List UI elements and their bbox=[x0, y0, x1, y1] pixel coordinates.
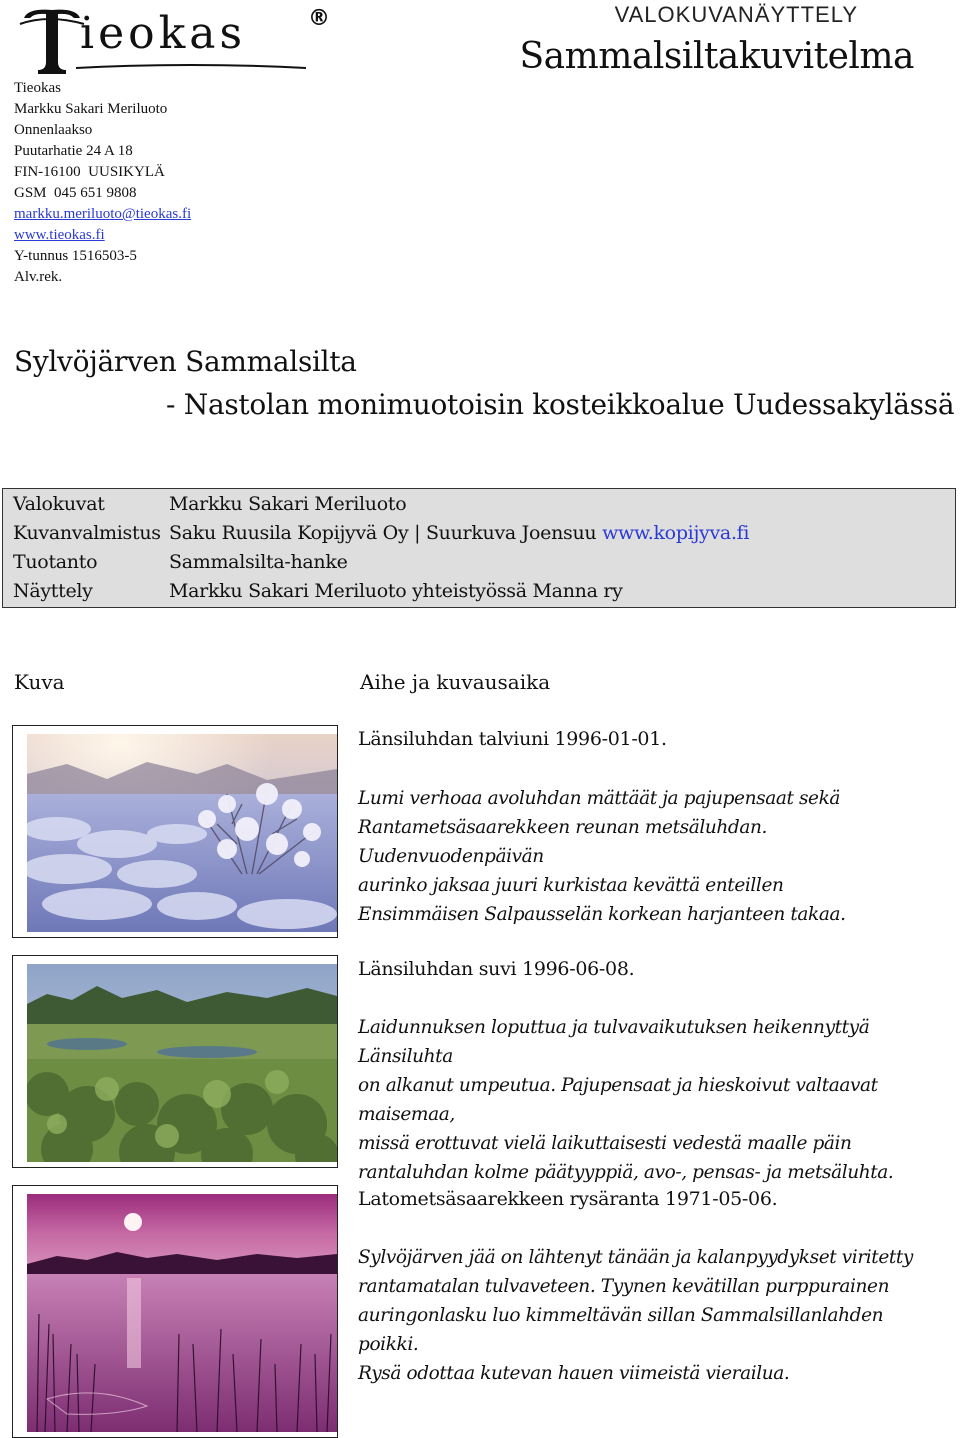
contact-address bbox=[14, 78, 191, 288]
description-line: Ensimmäisen Salpausselän korkean harjanteen takaa. bbox=[358, 904, 846, 925]
address-line: Tieokas bbox=[14, 80, 61, 96]
credit-value: Sammalsilta-hanke bbox=[169, 551, 348, 573]
photo-frame-sunset bbox=[12, 1185, 338, 1438]
description-line: Rysä odottaa kutevan hauen viimeistä vierailua. bbox=[358, 1363, 790, 1384]
photo-summer-wetland bbox=[27, 964, 337, 1162]
page-title: Sylvöjärven Sammalsilta bbox=[14, 345, 357, 378]
description-line: Lumi verhoaa avoluhdan mättäät ja pajupensaat sekä bbox=[358, 788, 841, 809]
credit-value-group bbox=[169, 522, 749, 544]
credit-key: Valokuvat bbox=[13, 493, 105, 515]
photo-frame-summer bbox=[12, 955, 338, 1168]
description-line: Laidunnuksen loputtua ja tulvavaikutuksen heikennyttyä Länsiluhta bbox=[358, 1017, 870, 1067]
credit-value: Markku Sakari Meriluoto yhteistyössä Manna ry bbox=[169, 580, 623, 602]
entry-title: Latometsäsaarekkeen rysäranta 1971-05-06. bbox=[358, 1188, 778, 1210]
description-line: Sylvöjärven jää on lähtenyt tänään ja kalanpyydykset viritetty bbox=[358, 1247, 913, 1268]
column-header-image: Kuva bbox=[14, 670, 65, 694]
email-link[interactable]: markku.meriluoto@tieokas.fi bbox=[14, 206, 192, 222]
logo-wordmark: ieokas bbox=[80, 8, 247, 59]
description-line: Rantametsäsaarekkeen reunan metsäluhdan. Uudenvuodenpäivän bbox=[358, 817, 767, 867]
exhibition-title: Sammalsiltakuvitelma bbox=[519, 36, 914, 77]
credit-value: Markku Sakari Meriluoto bbox=[169, 493, 407, 515]
description-line: aurinko jaksaa juuri kurkistaa kevättä enteillen bbox=[358, 875, 784, 896]
description-line: rantamatalan tulvaveteen. Tyynen kevätillan purppurainen bbox=[358, 1276, 890, 1297]
entry-description bbox=[358, 1243, 948, 1388]
address-line: Onnenlaakso bbox=[14, 122, 93, 138]
description-line: auringonlasku luo kimmeltävän sillan Sammalsillanlahden poikki. bbox=[358, 1305, 884, 1355]
exhibition-label: VALOKUVANÄYTTELY bbox=[614, 2, 858, 27]
business-id: Y-tunnus 1516503-5 bbox=[14, 248, 137, 264]
kopijyva-link[interactable]: www.kopijyva.fi bbox=[602, 522, 750, 544]
page-subtitle: - Nastolan monimuotoisin kosteikkoalue Uudessakylässä bbox=[166, 388, 955, 421]
photo-winter-snow bbox=[27, 734, 337, 932]
credits-box bbox=[2, 488, 956, 608]
entry-title: Länsiluhdan suvi 1996-06-08. bbox=[358, 958, 635, 980]
vat-registered: Alv.rek. bbox=[14, 269, 63, 285]
description-line: missä erottuvat vielä laikuttaisesti vedestä maalle päin bbox=[358, 1133, 852, 1154]
column-header-subject: Aihe ja kuvausaika bbox=[360, 670, 551, 694]
credit-key: Kuvanvalmistus bbox=[13, 522, 161, 544]
entry-title: Länsiluhdan talviuni 1996-01-01. bbox=[358, 728, 667, 750]
description-line: rantaluhdan kolme päätyyppiä, avo-, pensas- ja metsäluhta. bbox=[358, 1162, 894, 1183]
logo-underline bbox=[76, 62, 306, 74]
address-line: Puutarhatie 24 A 18 bbox=[14, 143, 133, 159]
website-link[interactable]: www.tieokas.fi bbox=[14, 227, 105, 243]
credit-key: Tuotanto bbox=[13, 551, 98, 573]
registered-mark: ® bbox=[308, 6, 330, 31]
entry-description bbox=[358, 1013, 948, 1187]
credit-value: Saku Ruusila Kopijyvä Oy | Suurkuva Joensuu bbox=[169, 522, 603, 544]
address-line: Markku Sakari Meriluoto bbox=[14, 101, 168, 117]
address-line: GSM 045 651 9808 bbox=[14, 185, 137, 201]
entry-description bbox=[358, 784, 948, 929]
photo-frame-winter bbox=[12, 725, 338, 938]
tieokas-logo bbox=[18, 4, 330, 76]
address-line: FIN-16100 UUSIKYLÄ bbox=[14, 164, 165, 180]
photo-sunset-lake bbox=[27, 1194, 337, 1432]
credit-key: Näyttely bbox=[13, 580, 93, 602]
description-line: on alkanut umpeutua. Pajupensaat ja hieskoivut valtaavat maisemaa, bbox=[358, 1075, 878, 1125]
